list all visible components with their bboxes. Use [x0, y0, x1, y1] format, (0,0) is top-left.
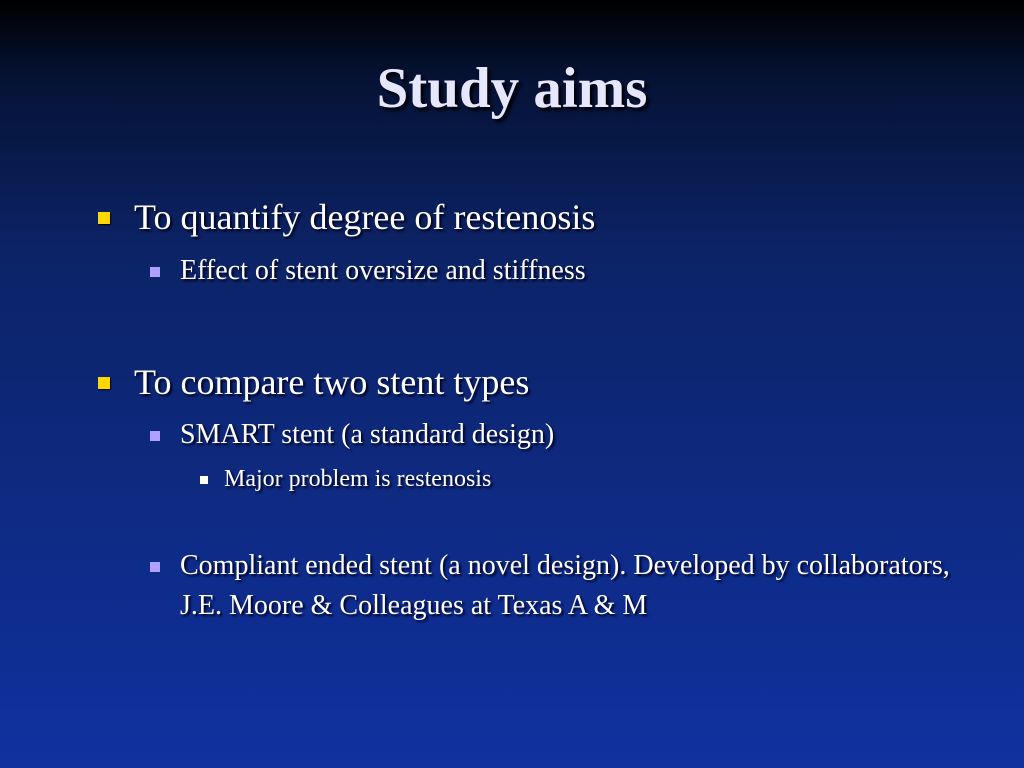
bullet-text: Effect of stent oversize and stiffness: [180, 255, 586, 286]
bullet-level2: [150, 251, 980, 291]
bullet-text: To compare two stent types: [134, 362, 530, 402]
slide-title: Study aims: [376, 57, 648, 120]
bullet-level3: [200, 464, 980, 494]
bullet-square-icon: [98, 377, 110, 389]
bullet-square-icon: [150, 562, 160, 572]
bullet-level1: [98, 197, 978, 237]
bullet-square-icon: [150, 431, 160, 441]
bullet-text: Major problem is restenosis: [224, 466, 492, 492]
bullet-text: SMART stent (a standard design): [180, 419, 555, 450]
bullet-text: To quantify degree of restenosis: [134, 197, 596, 237]
bullet-square-icon: [150, 267, 160, 277]
bullet-level1: [98, 362, 978, 402]
bullet-level2: [150, 546, 972, 626]
bullet-level2: [150, 415, 980, 455]
bullet-square-icon: [200, 476, 208, 484]
bullet-text: Compliant ended stent (a novel design). Developed by collaborators, J.E. Moore & Colleagues at Texas A & M: [180, 550, 950, 621]
bullet-square-icon: [98, 212, 110, 224]
